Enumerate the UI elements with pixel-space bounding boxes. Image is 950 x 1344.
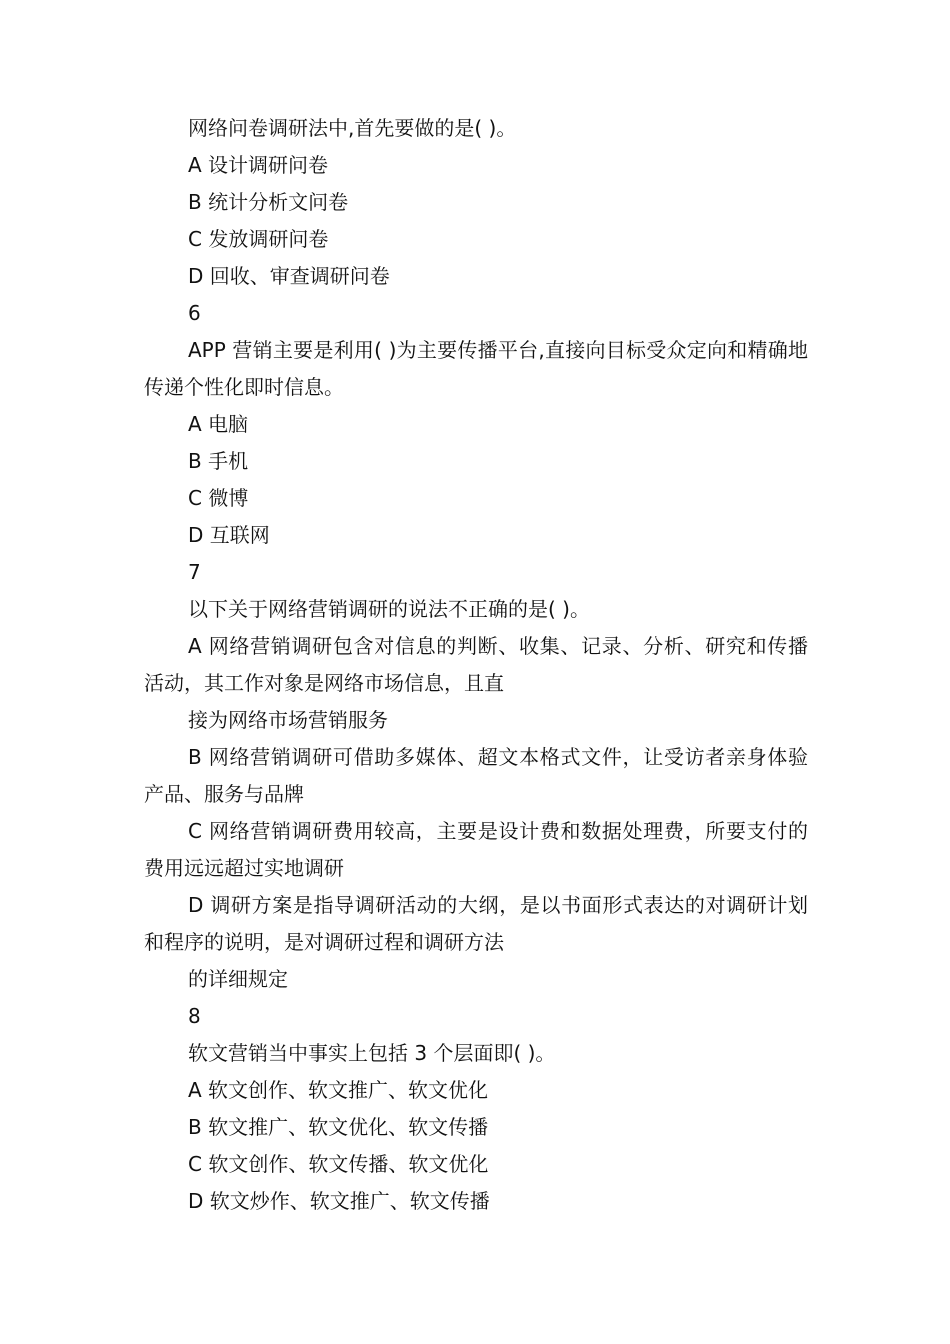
- answer-option: C 微博: [188, 486, 249, 510]
- question-number: 8: [188, 1004, 201, 1028]
- answer-option: C 软文创作、软文传播、软文优化: [188, 1152, 489, 1176]
- answer-option: D 互联网: [188, 523, 270, 547]
- answer-option: B 软文推广、软文优化、软文传播: [188, 1115, 489, 1139]
- answer-option: C 发放调研问卷: [188, 227, 329, 251]
- answer-option: B 统计分析文问卷: [188, 190, 349, 214]
- question-number: 7: [188, 560, 201, 584]
- answer-option: D 回收、审查调研问卷: [188, 264, 390, 288]
- question-stem: APP 营销主要是利用( )为主要传播平台,直接向目标受众定向和精确地传递个性化即时信息。: [144, 338, 808, 399]
- answer-option: C 网络营销调研费用较高，主要是设计费和数据处理费，所要支付的费用远远超过实地调研: [144, 819, 808, 880]
- answer-option: B 手机: [188, 449, 249, 473]
- question-stem: 网络问卷调研法中,首先要做的是( )。: [188, 116, 517, 140]
- question-number: 6: [188, 301, 201, 325]
- answer-option: D 软文炒作、软文推广、软文传播: [188, 1189, 490, 1213]
- answer-option-continuation: 接为网络市场营销服务: [188, 708, 388, 732]
- answer-option-continuation: 的详细规定: [188, 967, 288, 991]
- answer-option: A 设计调研问卷: [188, 153, 329, 177]
- question-stem: 软文营销当中事实上包括 3 个层面即( )。: [188, 1041, 556, 1065]
- answer-option: A 软文创作、软文推广、软文优化: [188, 1078, 489, 1102]
- answer-option: A 电脑: [188, 412, 249, 436]
- answer-option: B 网络营销调研可借助多媒体、超文本格式文件，让受访者亲身体验产品、服务与品牌: [144, 745, 808, 806]
- answer-option: A 网络营销调研包含对信息的判断、收集、记录、分析、研究和传播活动，其工作对象是网络市场信息，且直: [144, 634, 808, 695]
- question-text-block: [144, 110, 808, 1220]
- question-stem: 以下关于网络营销调研的说法不正确的是( )。: [188, 597, 590, 621]
- answer-option: D 调研方案是指导调研活动的大纲，是以书面形式表达的对调研计划和程序的说明，是对调研过程和调研方法: [144, 893, 808, 954]
